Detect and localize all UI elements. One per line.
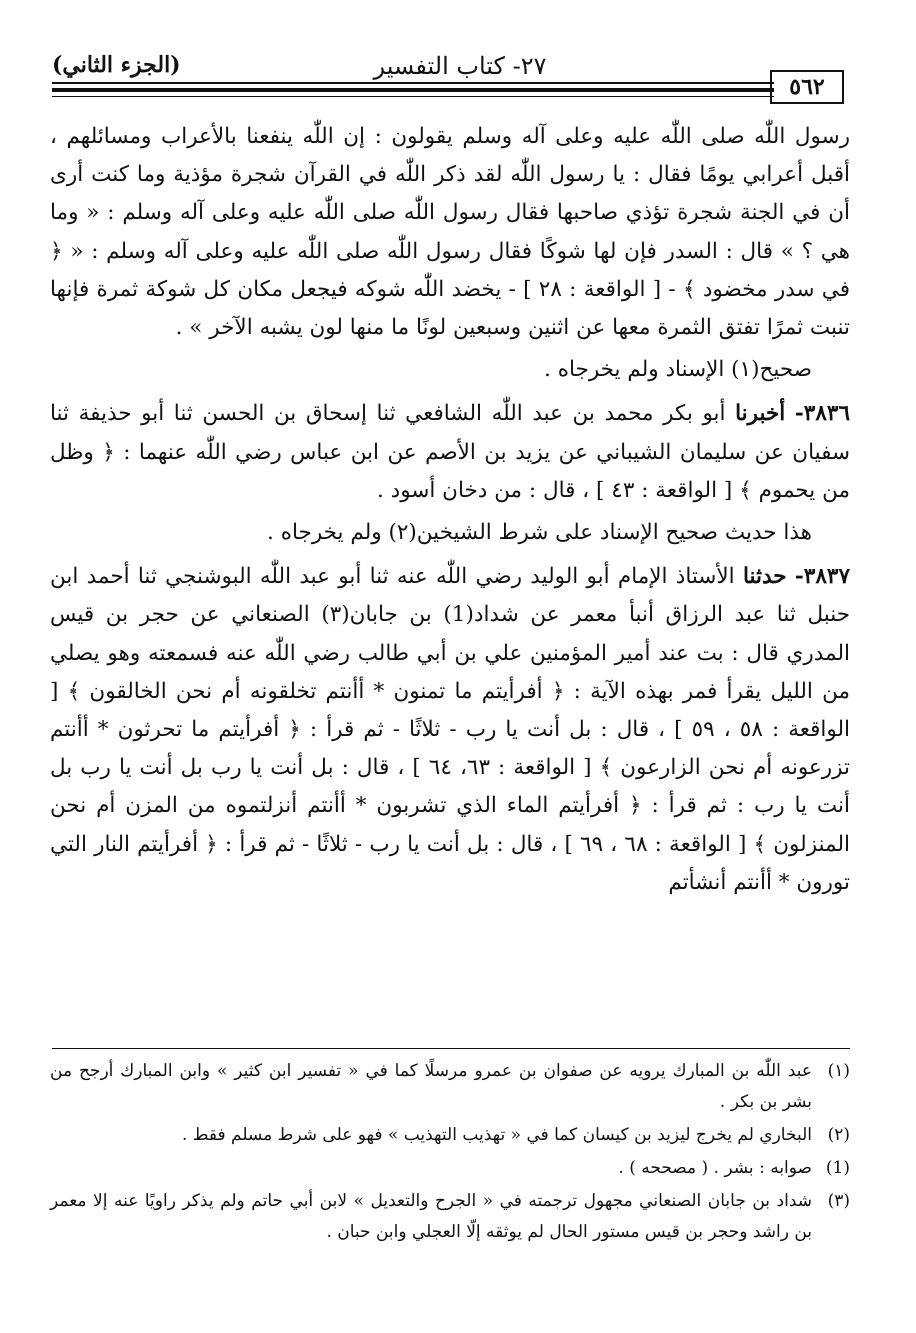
footnote-separator	[52, 1048, 850, 1049]
footnote	[50, 1153, 850, 1184]
footnote-text: صوابه : بشر . ( مصححه ) .	[618, 1158, 812, 1178]
paragraph-continued: رسول اللّٰه صلى اللّٰه عليه وعلى آله وسلم يقولون : إن اللّٰه ينفعنا بالأعراب ومسائلهم ، أقبل أعرابي يومًا فقال : يا رسول اللّٰه لقد ذكر اللّٰه في القرآن شجرة مؤذية وما كنت أرى أن في الجنة شجرة تؤذي صاحبها فقال رسول اللّٰه صلى اللّٰه عليه وعلى آله وسلم : « وما هي ؟ » قال : السدر فإن لها شوكًا فقال رسول اللّٰه صلى اللّٰه عليه وعلى آله وسلم : « ﴿ في سدر مخضود ﴾ - [ الواقعة : ٢٨ ] - يخضد اللّٰه شوكه فيجعل مكان كل شوكة ثمرة فإنها تنبت ثمرًا تفتق الثمرة معها عن اثنين وسبعين لونًا ما منها لون يشبه الآخر » .	[50, 124, 850, 341]
footnote-text: البخاري لم يخرج ليزيد بن كيسان كما في « تهذيب التهذيب » فهو على شرط مسلم فقط .	[181, 1125, 812, 1145]
footnote	[50, 1056, 850, 1118]
footnote-marker: (٣)	[827, 1191, 850, 1211]
header-rule-thin	[52, 82, 774, 84]
header-rule-thick	[52, 88, 774, 92]
hadith-3836	[50, 395, 850, 510]
main-text	[50, 118, 850, 902]
volume-label: (الجزء الثاني)	[52, 52, 181, 78]
footnote	[50, 1120, 850, 1151]
hadith-text: أبو بكر محمد بن عبد اللّٰه الشافعي ثنا إسحاق بن الحسن ثنا أبو حذيفة ثنا سفيان عن سليمان الشيباني عن يزيد بن الأصم عن ابن عباس رضي اللّٰه عنهما : ﴿ وظل من يحموم ﴾ [ الواقعة : ٤٣ ] ، قال : من دخان أسود .	[50, 401, 850, 503]
footnote-marker: (1)	[825, 1158, 850, 1178]
hadith-text: الأستاذ الإمام أبو الوليد رضي اللّٰه عنه ثنا أبو عبد اللّٰه البوشنجي ثنا أحمد ابن حنبل ثنا عبد الرزاق أنبأ معمر عن شداد(1) بن جابان(٣) الصنعاني عن حجر بن قيس المدري قال : بت عند أمير المؤمنين علي بن أبي طالب رضي اللّٰه عنه فسمعته وهو يصلي من الليل يقرأ فمر بهذه الآية : ﴿ أفرأيتم ما تمنون * أأنتم تخلقونه أم نحن الخالقون ﴾ [ الواقعة : ٥٨ ، ٥٩ ] ، قال : بل أنت يا رب - ثلاثًا - ثم قرأ : ﴿ أفرأيتم ما تحرثون * أأنتم تزرعونه أم نحن الزارعون ﴾ [ الواقعة : ٦٣، ٦٤ ] ، قال : بل أنت يا رب بل أنت يا رب بل أنت يا رب : ثم قرأ : ﴿ أفرأيتم الماء الذي تشربون * أأنتم أنزلتموه من المزن أم نحن المنزلون ﴾ [ الواقعة : ٦٨ ، ٦٩ ] ، قال : بل أنت يا رب - ثلاثًا - ثم قرأ : ﴿ أفرأيتم النار التي تورون * أأنتم أنشأتم	[50, 564, 851, 895]
footnote-marker: (١)	[827, 1061, 850, 1081]
transmission-verb: أخبرنا	[735, 401, 786, 427]
footnote	[50, 1186, 850, 1248]
footnotes	[50, 1056, 850, 1250]
hadith-number: ٣٨٣٦-	[794, 401, 850, 427]
book-title: ٢٧- كتاب التفسير	[373, 52, 547, 80]
hadith-3837	[50, 558, 850, 902]
footnote-marker: (٢)	[827, 1125, 850, 1145]
transmission-verb: حدثنا	[742, 564, 787, 590]
grading-note-2: هذا حديث صحيح الإسناد على شرط الشيخين(٢) ولم يخرجاه .	[267, 520, 812, 546]
grading-note-1: صحيح(١) الإسناد ولم يخرجاه .	[544, 357, 812, 383]
footnote-text: عبد اللّٰه بن المبارك يرويه عن صفوان بن عمرو مرسلًا كما في « تفسير ابن كثير » وابن المبارك أرجح من بشر بن بكر .	[50, 1061, 812, 1112]
hadith-number: ٣٨٣٧-	[794, 564, 850, 590]
page-number: ٥٦٢	[770, 70, 844, 104]
footnote-text: شداد بن جابان الصنعاني مجهول ترجمته في « الجرح والتعديل » لابن أبي حاتم ولم يذكر راويًا عنه إلا معمر بن راشد وحجر بن قيس مستور الحال لم يوثقه إلّا العجلي وابن حبان .	[50, 1191, 812, 1242]
header-rule-hairline	[52, 96, 774, 97]
